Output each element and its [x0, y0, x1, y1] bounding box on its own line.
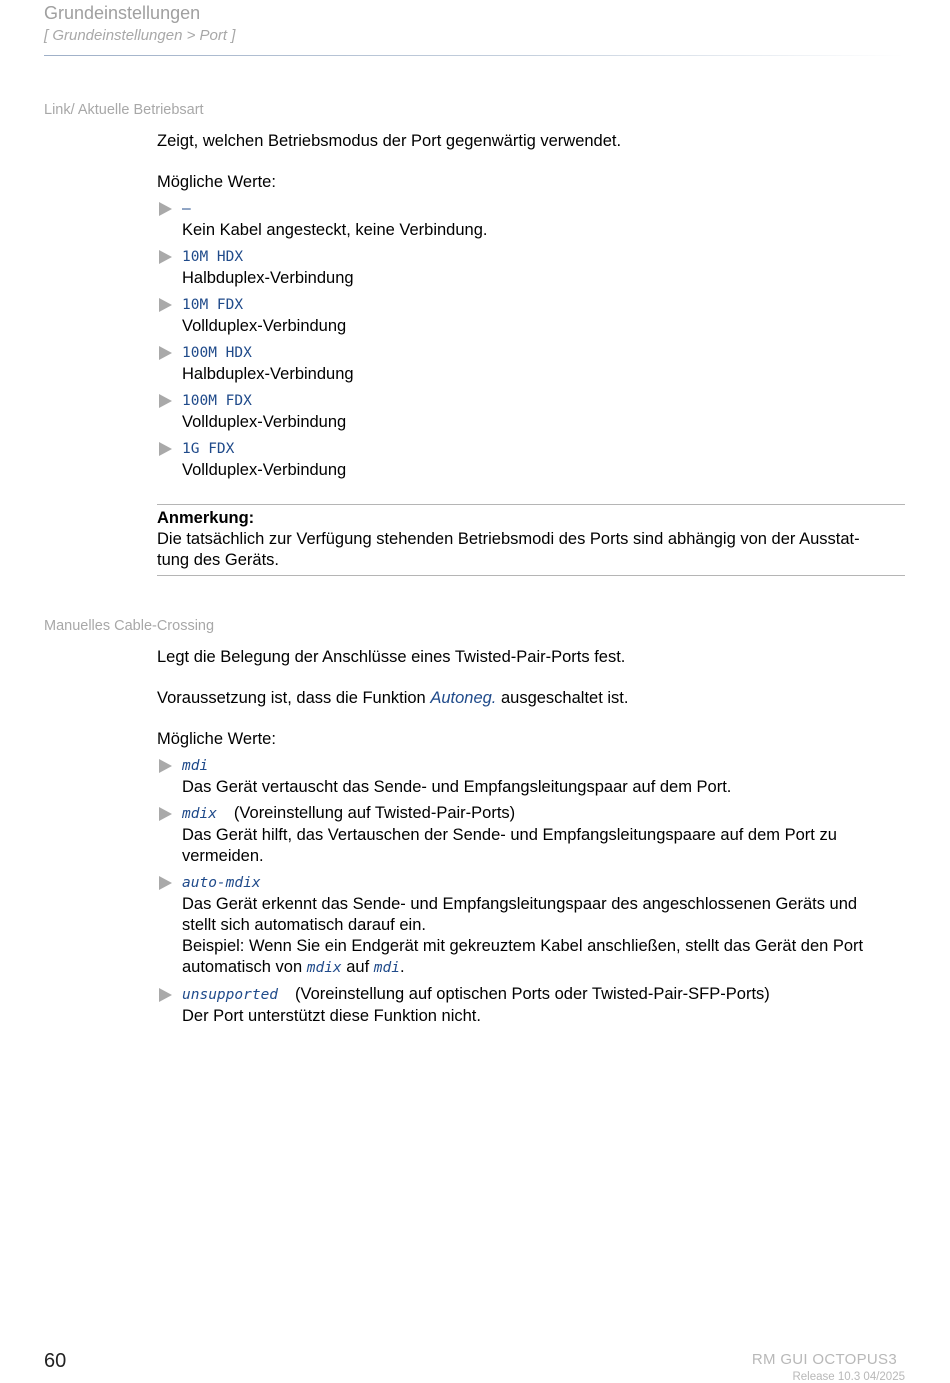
value-code: auto-mdix: [182, 875, 261, 891]
value-description: Vollduplex-Verbindung: [182, 461, 347, 479]
note-box: [157, 504, 905, 576]
value-code: 100M FDX: [182, 393, 252, 409]
bullet-triangle-icon: [159, 988, 172, 1002]
list-item: [157, 755, 905, 798]
autoneg-link[interactable]: Autoneg.: [430, 689, 497, 707]
list-item: [157, 246, 905, 289]
list-item: [157, 803, 905, 867]
note-text-line: Die tatsächlich zur Verfügung stehenden Betriebsmodi des Ports sind abhängig von der Ausstat-: [157, 530, 860, 548]
value-code: mdix: [182, 806, 217, 822]
bullet-triangle-icon: [159, 759, 172, 773]
precondition-text-end: ausgeschaltet ist.: [496, 689, 629, 707]
value-list: [157, 198, 905, 481]
section-intro: Zeigt, welchen Betriebsmodus der Port gegenwärtig verwendet.: [157, 132, 622, 150]
document-name: RM GUI OCTOPUS3: [751, 1351, 897, 1368]
bullet-triangle-icon: [159, 807, 172, 821]
bullet-triangle-icon: [159, 876, 172, 890]
section-body-link-mode: [157, 131, 905, 481]
section-intro: Legt die Belegung der Anschlüsse eines Twisted-Pair-Ports fest.: [157, 648, 626, 666]
values-heading: Mögliche Werte:: [157, 173, 276, 191]
value-list: [157, 755, 905, 1027]
value-default-note: (Voreinstellung auf optischen Ports oder Twisted-Pair-SFP-Ports): [295, 985, 770, 1003]
bullet-triangle-icon: [159, 442, 172, 456]
section-label-link-mode: Link/ Aktuelle Betriebsart: [44, 102, 204, 118]
value-description: Vollduplex-Verbindung: [182, 317, 347, 335]
list-item: [157, 294, 905, 337]
list-item: [157, 342, 905, 385]
value-code: 10M HDX: [182, 249, 244, 265]
precondition-text: [157, 688, 905, 709]
bullet-triangle-icon: [159, 346, 172, 360]
note-text-line: tung des Geräts.: [157, 551, 279, 569]
example-text: .: [399, 958, 405, 976]
value-code: 1G FDX: [182, 441, 235, 457]
note-title: Anmerkung:: [157, 509, 255, 527]
value-description: Vollduplex-Verbindung: [182, 413, 347, 431]
section-body-cable-crossing: [157, 647, 905, 1027]
list-item: [157, 390, 905, 433]
value-description: Das Gerät hilft, das Vertauschen der Sende- und Empfangsleitungspaare auf dem Port zu: [182, 826, 837, 844]
value-description: Das Gerät vertauscht das Sende- und Empfangsleitungspaar auf dem Port.: [182, 778, 732, 796]
chapter-title: Grundeinstellungen: [44, 3, 201, 23]
value-code: 10M FDX: [182, 297, 244, 313]
section-label-cable-crossing: Manuelles Cable-Crossing: [44, 618, 215, 634]
value-code: 100M HDX: [182, 345, 252, 361]
bullet-triangle-icon: [159, 250, 172, 264]
list-item: [157, 438, 905, 481]
value-description: Beispiel: Wenn Sie ein Endgerät mit gekreuztem Kabel anschließen, stellt das Gerät den Port: [182, 937, 864, 955]
list-item: [157, 872, 905, 979]
value-description: Kein Kabel angesteckt, keine Verbindung.: [182, 221, 488, 239]
value-description: stellt sich automatisch darauf ein.: [182, 916, 426, 934]
example-text: automatisch von: [182, 958, 307, 976]
value-code: mdix: [306, 960, 342, 976]
example-continuation: [182, 957, 905, 979]
value-description: Halbduplex-Verbindung: [182, 269, 354, 287]
value-code: mdi: [373, 960, 400, 976]
bullet-triangle-icon: [159, 298, 172, 312]
value-default-note: (Voreinstellung auf Twisted-Pair-Ports): [233, 804, 516, 822]
header-divider: [44, 55, 904, 56]
bullet-triangle-icon: [159, 202, 172, 216]
value-description: vermeiden.: [182, 847, 264, 865]
values-heading: Mögliche Werte:: [157, 730, 276, 748]
value-code: mdi: [182, 758, 209, 774]
list-item: [157, 198, 905, 241]
list-item: [157, 984, 905, 1027]
value-code: unsupported: [182, 987, 279, 1003]
value-description: Das Gerät erkennt das Sende- und Empfangsleitungspaar des angeschlossenen Geräts und: [182, 895, 858, 913]
value-code: –: [182, 201, 191, 217]
breadcrumb: [ Grundeinstellungen > Port ]: [44, 27, 236, 44]
page-number: 60: [44, 1350, 67, 1372]
example-text: auf: [341, 958, 374, 976]
bullet-triangle-icon: [159, 394, 172, 408]
precondition-text-start: Voraussetzung ist, dass die Funktion: [157, 689, 431, 707]
release-info: Release 10.3 04/2025: [792, 1371, 905, 1383]
value-description: Halbduplex-Verbindung: [182, 365, 354, 383]
value-description: Der Port unterstützt diese Funktion nicht.: [182, 1007, 481, 1025]
